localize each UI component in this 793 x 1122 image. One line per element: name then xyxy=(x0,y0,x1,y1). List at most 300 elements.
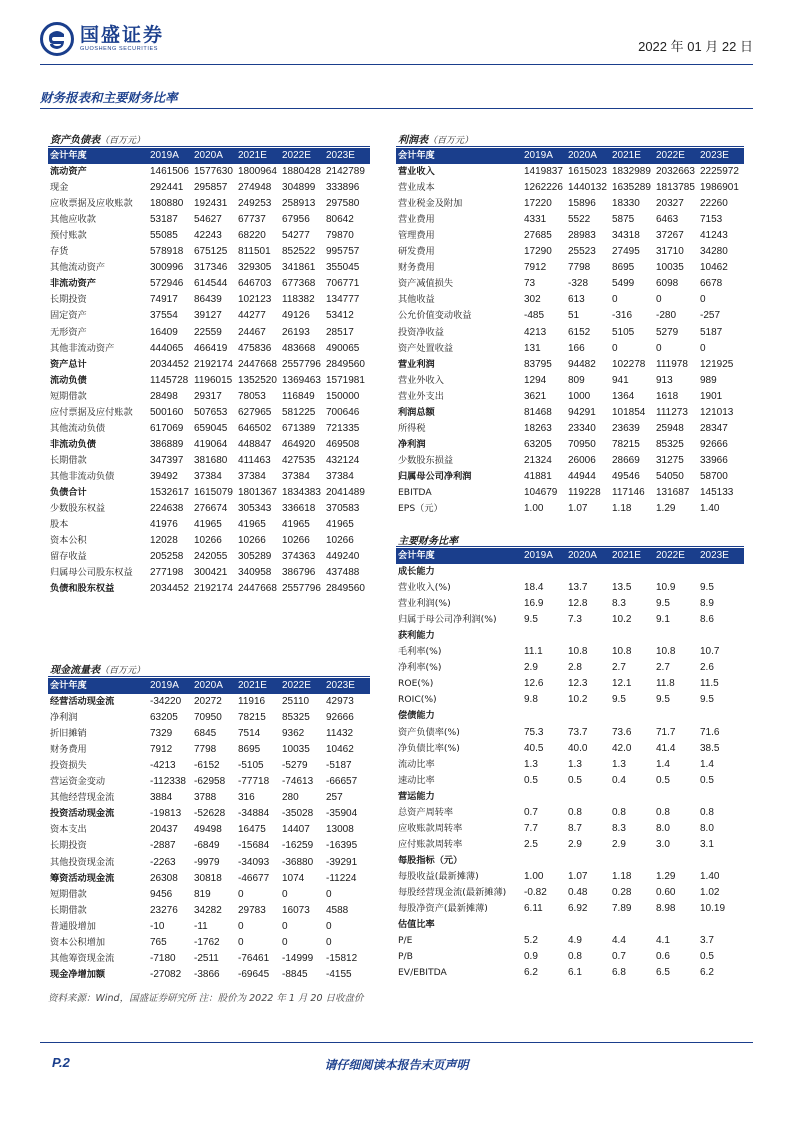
row-value: 1880428 xyxy=(282,166,321,178)
row-value: 14407 xyxy=(282,824,310,836)
row-label: 无形资产 xyxy=(50,326,87,338)
cash-flow-title: 现金流量表（百万元） xyxy=(50,665,146,676)
table-row xyxy=(48,935,370,951)
row-value: 0.5 xyxy=(568,774,582,786)
row-value: 659045 xyxy=(194,422,228,434)
row-label: 现金净增加额 xyxy=(50,968,106,980)
row-value: 355045 xyxy=(326,262,360,274)
row-value: 469508 xyxy=(326,438,360,450)
row-value: -76461 xyxy=(238,952,270,964)
row-value: -11224 xyxy=(326,872,357,884)
row-value: 1.3 xyxy=(568,758,582,770)
table-row xyxy=(48,581,370,597)
row-value: 40.5 xyxy=(524,742,544,754)
row-value: 49546 xyxy=(612,470,640,482)
row-value: -39291 xyxy=(326,856,358,868)
row-value: 10.2 xyxy=(568,694,588,706)
row-value: 295857 xyxy=(194,182,228,194)
table-row xyxy=(48,292,370,308)
row-value: 1145728 xyxy=(150,374,189,386)
row-value: 0.5 xyxy=(700,774,714,786)
row-value: 4.1 xyxy=(656,935,670,947)
row-value: -74613 xyxy=(282,776,314,788)
row-label: 资产减值损失 xyxy=(398,278,454,290)
table-row xyxy=(48,341,370,357)
row-label: 营业税金及附加 xyxy=(398,198,463,210)
row-value xyxy=(568,628,612,644)
table-row xyxy=(396,853,744,869)
table-row xyxy=(396,373,744,389)
table-row xyxy=(396,949,744,965)
row-value: 1.18 xyxy=(612,503,632,515)
row-value: 86439 xyxy=(194,294,222,306)
row-value: -1762 xyxy=(194,936,220,948)
table-row xyxy=(48,838,370,854)
row-value xyxy=(524,628,568,644)
row-label: 净利润 xyxy=(50,712,78,724)
row-value: 145133 xyxy=(700,487,734,498)
row-value: 1834383 xyxy=(282,487,321,498)
table-row xyxy=(48,758,370,774)
row-value: 9.5 xyxy=(612,694,626,706)
row-value: 257 xyxy=(326,792,343,804)
row-value xyxy=(568,564,612,580)
row-value xyxy=(700,853,744,869)
row-value: -69645 xyxy=(238,968,270,980)
row-label: EV/EBITDA xyxy=(398,967,447,979)
table-row xyxy=(48,887,370,903)
row-value: 41965 xyxy=(326,519,354,531)
row-value xyxy=(568,853,612,869)
row-value: 448847 xyxy=(238,438,272,450)
row-value xyxy=(656,708,700,724)
row-value: 26006 xyxy=(568,454,596,466)
row-value: 2.8 xyxy=(568,662,582,674)
row-value: 13.5 xyxy=(612,582,632,594)
table-row xyxy=(48,967,370,983)
row-label: 少数股东权益 xyxy=(50,503,106,515)
cash-flow-table xyxy=(48,678,370,983)
row-value: 6.2 xyxy=(700,967,714,979)
row-value: 41965 xyxy=(238,519,266,531)
table-row xyxy=(48,325,370,341)
row-label: EBITDA xyxy=(398,487,432,498)
row-value: 7912 xyxy=(524,262,547,274)
column-header-year: 2021E xyxy=(238,148,282,164)
row-value: 1.29 xyxy=(656,870,676,882)
row-value: 34280 xyxy=(700,246,728,258)
row-value: 26308 xyxy=(150,872,178,884)
row-value: 10462 xyxy=(700,262,728,274)
row-value: 2849560 xyxy=(326,583,365,595)
row-label: 流动负债 xyxy=(50,374,87,386)
row-value: 1364 xyxy=(612,390,635,402)
row-value: 1.18 xyxy=(612,870,632,882)
row-value: 10.19 xyxy=(700,903,726,915)
table-row xyxy=(396,405,744,421)
table-header-row xyxy=(396,148,744,164)
row-value: 0 xyxy=(612,342,618,354)
row-value: 29317 xyxy=(194,390,222,402)
row-value: 427535 xyxy=(282,454,316,466)
row-value: -9979 xyxy=(194,856,220,868)
row-value: 78215 xyxy=(238,712,266,724)
row-value: 131687 xyxy=(656,487,690,498)
row-label: 每股经营现金流(最新摊薄) xyxy=(398,887,507,898)
row-value: 34318 xyxy=(612,230,640,242)
row-value: 1.07 xyxy=(568,503,588,515)
row-value: -11 xyxy=(194,920,208,932)
row-value: 102278 xyxy=(612,358,646,370)
row-value: 3621 xyxy=(524,390,547,402)
row-label: 净利润 xyxy=(398,438,426,450)
row-value: 54050 xyxy=(656,470,684,482)
row-value: 249253 xyxy=(238,198,272,210)
column-header-year: 2019A xyxy=(150,148,194,164)
row-value: 8.98 xyxy=(656,903,676,915)
row-value: 5279 xyxy=(656,326,679,338)
row-value: 13.7 xyxy=(568,582,588,594)
row-value: 419064 xyxy=(194,438,228,450)
table-row xyxy=(396,325,744,341)
cash-flow-top-rule xyxy=(48,676,370,677)
row-label: 折旧摊销 xyxy=(50,728,87,740)
column-header-year: 2021E xyxy=(612,148,656,164)
row-value: 0 xyxy=(326,888,332,900)
row-label: 总资产周转率 xyxy=(398,806,454,818)
row-value: 0 xyxy=(700,342,706,354)
row-value: 0.7 xyxy=(524,806,538,818)
row-value xyxy=(612,917,656,933)
row-value: 75.3 xyxy=(524,726,544,738)
row-label: 净利率(%) xyxy=(398,662,442,674)
row-label: 应付账款周转率 xyxy=(398,838,463,850)
row-value: 116849 xyxy=(282,390,315,402)
row-value: 3.1 xyxy=(700,838,714,850)
row-value: 28498 xyxy=(150,390,178,402)
row-label: 现金 xyxy=(50,182,69,194)
table-row xyxy=(48,806,370,822)
row-value: 16475 xyxy=(238,824,266,836)
row-label: 净负债比率(%) xyxy=(398,742,460,754)
row-value: 18263 xyxy=(524,422,552,434)
column-header-year: 2020A xyxy=(194,678,238,694)
row-value: 1.3 xyxy=(524,758,538,770)
row-value: 0 xyxy=(326,936,332,948)
row-value: 2034452 xyxy=(150,583,189,595)
table-row xyxy=(48,549,370,565)
row-value: 490065 xyxy=(326,342,360,354)
row-label: 存货 xyxy=(50,246,69,258)
row-value: 12.3 xyxy=(568,678,588,690)
row-value: -2263 xyxy=(150,856,176,868)
row-value: -4155 xyxy=(326,968,352,980)
row-value: 613 xyxy=(568,294,585,306)
row-value: 1618 xyxy=(656,390,679,402)
column-header-year: 2022E xyxy=(282,148,326,164)
row-value: 117146 xyxy=(612,487,645,498)
row-value: 300421 xyxy=(194,567,228,579)
row-value: 6152 xyxy=(568,326,591,338)
row-value: 224638 xyxy=(150,503,184,515)
row-value xyxy=(568,917,612,933)
row-value: 53412 xyxy=(326,310,354,322)
row-label: 其他流动负债 xyxy=(50,422,106,434)
row-value: 8.6 xyxy=(700,614,714,626)
row-label: 其他收益 xyxy=(398,294,435,306)
table-row xyxy=(396,933,744,949)
row-value: 119228 xyxy=(568,487,601,498)
row-value: 20437 xyxy=(150,824,178,836)
row-value: 2.6 xyxy=(700,662,714,674)
table-row xyxy=(48,389,370,405)
row-value: -280 xyxy=(656,310,677,322)
table-row xyxy=(396,244,744,260)
row-label: 资本公积 xyxy=(50,535,87,547)
table-row xyxy=(48,196,370,212)
row-value: 370583 xyxy=(326,503,360,515)
row-value: 12028 xyxy=(150,535,178,547)
row-value: 85325 xyxy=(656,438,684,450)
row-value: 8.7 xyxy=(568,822,582,834)
row-value: -2511 xyxy=(194,952,219,964)
row-value: 8.3 xyxy=(612,822,626,834)
column-header-year: 2021E xyxy=(238,678,282,694)
table-row xyxy=(48,437,370,453)
row-label: 其他流动资产 xyxy=(50,262,106,274)
table-header-row xyxy=(48,678,370,694)
row-value: 2557796 xyxy=(282,583,321,595)
row-value: 1461506 xyxy=(150,166,189,178)
row-value: 44277 xyxy=(238,310,266,322)
column-header-year: 2019A xyxy=(150,678,194,694)
row-value: 192431 xyxy=(194,198,228,210)
row-value: 150000 xyxy=(326,390,360,402)
table-row xyxy=(396,276,744,292)
table-row xyxy=(396,965,744,981)
row-value: -3866 xyxy=(194,968,220,980)
row-label: 成长能力 xyxy=(398,566,435,578)
ratios-table xyxy=(396,548,744,981)
row-value xyxy=(700,708,744,724)
row-value: 16409 xyxy=(150,326,178,338)
row-value: 7514 xyxy=(238,728,261,740)
row-value: 23639 xyxy=(612,422,640,434)
row-value: 1.29 xyxy=(656,503,676,515)
row-label: 负债和股东权益 xyxy=(50,583,115,595)
row-value: 41976 xyxy=(150,519,178,531)
table-row xyxy=(396,180,744,196)
row-value: 2557796 xyxy=(282,358,321,370)
row-value: 6.92 xyxy=(568,903,588,915)
row-value: 8.0 xyxy=(656,822,670,834)
row-value xyxy=(700,789,744,805)
row-value: 101854 xyxy=(612,406,646,418)
row-value: 26193 xyxy=(282,326,310,338)
footer-disclaimer: 请仔细阅读本报告末页声明 xyxy=(324,1058,469,1072)
row-value: 1419837 xyxy=(524,166,563,178)
row-value: 0.4 xyxy=(612,774,626,786)
row-value: 10266 xyxy=(238,535,266,547)
row-value: 28347 xyxy=(700,422,728,434)
row-value: 131 xyxy=(524,342,541,354)
row-value: 10266 xyxy=(282,535,310,547)
table-row xyxy=(396,869,744,885)
row-label: 营业收入 xyxy=(398,166,435,178)
table-row xyxy=(396,501,744,517)
report-date: 2022 年 01 月 22 日 xyxy=(638,39,753,54)
row-value: 111273 xyxy=(656,406,688,418)
table-row xyxy=(396,580,744,596)
row-value: 23276 xyxy=(150,904,178,916)
row-value: 8.3 xyxy=(612,598,626,610)
table-row xyxy=(396,292,744,308)
table-row xyxy=(396,741,744,757)
row-value: 1577630 xyxy=(194,166,233,178)
row-value: 11.5 xyxy=(700,678,719,690)
row-value: 304899 xyxy=(282,182,316,194)
table-row xyxy=(48,421,370,437)
row-label: 获利能力 xyxy=(398,630,435,642)
table-row xyxy=(396,308,744,324)
row-value: 73 xyxy=(524,278,536,290)
balance-sheet-title: 资产负债表（百万元） xyxy=(50,135,146,146)
row-value: 53187 xyxy=(150,214,178,226)
row-value: 581225 xyxy=(282,406,316,418)
table-row xyxy=(396,917,744,933)
row-value: 9.5 xyxy=(700,694,714,706)
row-value: 102123 xyxy=(238,294,272,306)
row-value: 0 xyxy=(238,888,244,900)
row-value: 37384 xyxy=(326,470,354,482)
table-row xyxy=(48,373,370,389)
row-value xyxy=(700,628,744,644)
row-value: 675125 xyxy=(194,246,228,258)
row-value: 242055 xyxy=(194,551,228,563)
row-value: 3884 xyxy=(150,792,173,804)
row-value: -16395 xyxy=(326,840,358,852)
table-row xyxy=(48,276,370,292)
row-value: 11432 xyxy=(326,728,354,740)
row-value: 302 xyxy=(524,294,541,306)
row-value: 0.8 xyxy=(656,806,670,818)
row-value xyxy=(568,789,612,805)
table-row xyxy=(396,773,744,789)
row-value: 31275 xyxy=(656,454,684,466)
row-label: 非流动负债 xyxy=(50,438,96,450)
row-label: 长期借款 xyxy=(50,454,87,466)
row-value: 16073 xyxy=(282,904,310,916)
table-row xyxy=(396,389,744,405)
row-value: -66657 xyxy=(326,776,358,788)
table-row xyxy=(48,485,370,501)
row-value: 1074 xyxy=(282,872,305,884)
table-row xyxy=(396,805,744,821)
row-value: 21324 xyxy=(524,454,552,466)
row-value: -485 xyxy=(524,310,545,322)
row-value: -2887 xyxy=(150,840,176,852)
row-value: 41243 xyxy=(700,230,728,242)
row-value xyxy=(612,708,656,724)
source-note: 资料来源：Wind，国盛证券研究所 注：股价为 2022 年 1 月 20 日收盘价 xyxy=(48,993,364,1004)
row-label: 经营活动现金流 xyxy=(50,696,115,708)
row-value: 483668 xyxy=(282,342,316,354)
table-row xyxy=(396,901,744,917)
row-label: 其他经营现金流 xyxy=(50,792,115,804)
row-value: 37384 xyxy=(282,470,310,482)
row-value: -7180 xyxy=(150,952,176,964)
row-value: 10035 xyxy=(656,262,684,274)
row-value: 292441 xyxy=(150,182,184,194)
row-value: 3.7 xyxy=(700,935,714,947)
row-value: 94482 xyxy=(568,358,596,370)
row-value: 49498 xyxy=(194,824,222,836)
row-value xyxy=(700,917,744,933)
row-value: 11.1 xyxy=(524,646,543,658)
row-label: 营业外支出 xyxy=(398,390,444,402)
row-label: 管理费用 xyxy=(398,230,435,242)
row-value: 8695 xyxy=(612,262,635,274)
row-value: 258913 xyxy=(282,198,316,210)
table-row xyxy=(48,517,370,533)
row-value: 6098 xyxy=(656,278,679,290)
table-row xyxy=(396,708,744,724)
row-value: 2447668 xyxy=(238,358,277,370)
row-label: 普通股增加 xyxy=(50,920,96,932)
row-value: 374363 xyxy=(282,551,316,563)
brand-name-en: GUOSHENG SECURITIES xyxy=(80,46,159,52)
row-value: -35904 xyxy=(326,808,358,820)
row-value: 1986901 xyxy=(700,182,739,194)
row-value: 9.5 xyxy=(524,614,538,626)
table-row xyxy=(396,357,744,373)
table-row xyxy=(396,725,744,741)
row-value: 1832989 xyxy=(612,166,651,178)
row-label: EPS（元） xyxy=(398,503,443,515)
row-value: 73.7 xyxy=(568,726,588,738)
row-value: 1.40 xyxy=(700,503,720,515)
row-value: 83795 xyxy=(524,358,552,370)
column-header-label: 会计年度 xyxy=(48,678,150,694)
row-value: 1.00 xyxy=(524,503,544,515)
row-label: 营运能力 xyxy=(398,790,435,802)
row-value xyxy=(656,564,700,580)
row-value: 6678 xyxy=(700,278,723,290)
table-row xyxy=(396,260,744,276)
table-row xyxy=(396,228,744,244)
page-header xyxy=(40,22,753,62)
row-value: 0.6 xyxy=(656,951,670,963)
row-value: 3788 xyxy=(194,792,217,804)
row-value: 180880 xyxy=(150,198,184,210)
row-value: 10.8 xyxy=(612,646,632,658)
row-label: 公允价值变动收益 xyxy=(398,310,472,322)
row-value: 38.5 xyxy=(700,742,720,754)
ratios-title: 主要财务比率 xyxy=(398,536,458,547)
table-row xyxy=(396,212,744,228)
row-label: 资产处置收益 xyxy=(398,342,454,354)
table-row xyxy=(396,196,744,212)
row-value: 913 xyxy=(656,374,673,386)
row-value: 37267 xyxy=(656,230,684,242)
row-label: 其他非流动资产 xyxy=(50,342,115,354)
row-value: 1.4 xyxy=(656,758,670,770)
column-header-year: 2019A xyxy=(524,148,568,164)
row-value: 333896 xyxy=(326,182,360,194)
row-value: 12.6 xyxy=(524,678,544,690)
table-row xyxy=(396,596,744,612)
row-value: 7798 xyxy=(568,262,591,274)
